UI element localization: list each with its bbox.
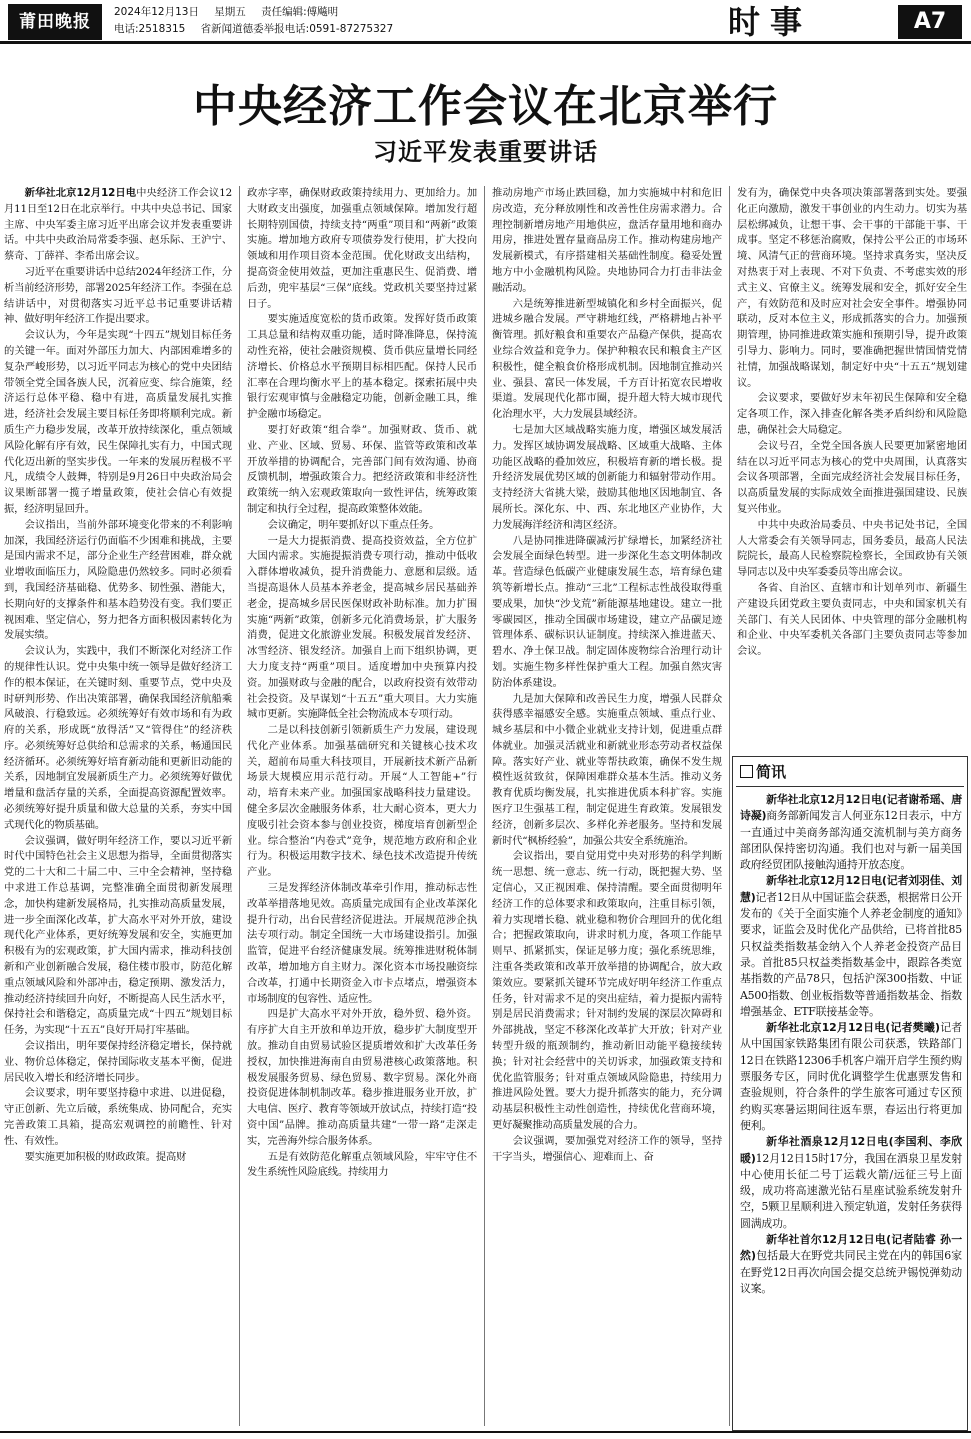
paragraph-text: 会议认为，今年是实现“十四五”规划目标任务的关键一年。面对外部压力加大、内部困难增多的复杂严峻形势，以习近平同志为核心的党中央团结带领全党全国各族人民，沉着应变、综合施策，经济运行总体平稳、稳中有进，高质量发展扎实推进，经济社会发展主要目标任务即将顺利完成。新质生产力稳步发展，改革开放持续深化，重点领域风险化解有序有效，民生保障扎实有力，中国式现代化迈出新的坚实步伐。一年来的发展历程极不平凡，成绩令人鼓舞，特别是9月26日中央政治局会议果断部署一揽子增量政策，使社会信心有效提振，经济明显回升。 [4, 329, 232, 515]
article-paragraph [492, 1134, 722, 1166]
article-paragraph [247, 534, 477, 724]
paragraph-text: 会议指出，当前外部环境变化带来的不利影响加深，我国经济运行仍面临不少困难和挑战，主要是国内需求不足，部分企业生产经营困难，群众就业增收面临压力，风险隐患仍然较多。同时必须看到，我国经济基础稳、优势多、韧性强、潜能大，长期向好的支撑条件和基本趋势没有变。我们要正视困难、坚定信心，努力把各方面积极因素转化为发展实绩。 [4, 518, 232, 642]
dateline: 新华社酒泉12月12日电(李国利、李欣暖) [740, 1135, 962, 1165]
paragraph-text: 六是统筹推进新型城镇化和乡村全面振兴，促进城乡融合发展。严守耕地红线，严格耕地占补平衡管理。抓好粮食和重要农产品稳产保供，提高农业综合效益和竞争力。保护种粮农民和粮食主产区积极性，健全粮食价格形成机制。因地制宜推动兴业、强县、富民一体发展，千方百计拓宽农民增收渠道。发展现代化都市圈，提升超大特大城市现代化治理水平，大力发展县域经济。 [492, 297, 722, 421]
article-paragraph [492, 849, 722, 1133]
article-paragraph [247, 518, 477, 534]
dateline: 新华社北京12月12日电(记者谢希瑶、唐诗凝) [740, 793, 962, 823]
article-paragraph [247, 186, 477, 312]
briefs-title [740, 762, 786, 782]
article-paragraph [247, 1007, 477, 1149]
paragraph-text: 会议号召，全党全国各族人民要更加紧密地团结在以习近平同志为核心的党中央周围，认真落实会议各项部署，全面完成经济社会发展目标任务，以高质量发展的实际成效全面推进强国建设、民族复兴伟业。 [737, 439, 967, 515]
paragraph-text: 会议要求，要做好岁末年初民生保障和安全稳定各项工作，深入排查化解各类矛盾纠纷和风险隐患，确保社会大局稳定。 [737, 392, 967, 436]
paper-logo: 莆田晚报 [8, 4, 102, 40]
article-column-3 [492, 186, 722, 1426]
paragraph-text: 包括最大在野党共同民主党在内的韩国6家在野党12日再次向国会提交总统尹锡悦弹劾动议案。 [740, 1249, 962, 1295]
dateline: 新华社北京12月12日电 [24, 187, 137, 199]
page-editor: 责任编辑:傅飚明 [261, 6, 339, 18]
paragraph-text: 会议强调，做好明年经济工作，要以习近平新时代中国特色社会主义思想为指导，全面贯彻落实党的二十大和二十届二中、三中全会精神，坚持稳中求进工作总基调，完整准确全面贯彻新发展理念，加快构建新发展格局，扎实推动高质量发展，进一步全面深化改革，扩大高水平对外开放，建设现代化产业体系，更好统筹发展和安全，实施更加积极有为的宏观政策，扩大国内需求，推动科技创新和产业创新融合发展，稳住楼市股市，防范化解重点领域风险和外部冲击，稳定预期、激发活力，推动经济持续回升向好，不断提高人民生活水平，保持社会和谐稳定，高质量完成“十四五”规划目标任务，为实现“十五五”良好开局打牢基础。 [4, 834, 232, 1037]
dateline: 新华社北京12月12日电(记者刘羽佳、刘慧) [740, 874, 962, 904]
news-briefs [740, 792, 962, 1424]
paragraph-text: 中共中央政治局委员、中央书记处书记，全国人大常委会有关领导同志，国务委员，最高人民法院院长，最高人民检察院检察长，全国政协有关领导同志以及中央军委委员等出席会议。 [737, 518, 967, 579]
paragraph-text: 二是以科技创新引领新质生产力发展，建设现代化产业体系。加强基础研究和关键核心技术攻关，超前布局重大科技项目，开展新技术新产品新场景大规模应用示范行动。开展“人工智能+”行动，培育未来产业。加强国家战略科技力量建设。健全多层次金融服务体系，壮大耐心资本，更大力度吸引社会资本参与创业投资，梯度培育创新型企业。综合整治“内卷式”竞争，规范地方政府和企业行为。积极运用数字技术、绿色技术改造提升传统产业。 [247, 724, 477, 879]
header-meta [114, 4, 405, 38]
paragraph-text: 中央经济工作会议12月11日至12日在北京举行。中共中央总书记、国家主席、中央军委主席习近平出席会议并发表重要讲话。中共中央政治局常委李强、赵乐际、王沪宁、蔡奇、丁薛祥、李希出席会议。 [4, 187, 232, 263]
paragraph-text: 一是大力提振消费、提高投资效益，全方位扩大国内需求。实施提振消费专项行动，推动中低收入群体增收减负，提升消费能力、意愿和层级。适当提高退休人员基本养老金，提高城乡居民基础养老金，提高城乡居民医保财政补助标准。加力扩围实施“两新”政策，创新多元化消费场景，扩大服务消费，促进文化旅游业发展。积极发展首发经济、冰雪经济、银发经济。加强自上而下组织协调，更大力度支持“两重”项目。适度增加中央预算内投资。加强财政与金融的配合，以政府投资有效带动社会投资。及早谋划“十五五”重大项目。大力实施城市更新。实施降低全社会物流成本专项行动。 [247, 534, 477, 721]
paragraph-text: 三是发挥经济体制改革牵引作用，推动标志性改革举措落地见效。高质量完成国有企业改革深化提升行动，出台民营经济促进法。开展规范涉企执法专项行动。制定全国统一大市场建设指引。加强监管，促进平台经济健康发展。统筹推进财税体制改革，增加地方自主财力。深化资本市场投融资综合改革，打通中长期资金入市卡点堵点，增强资本市场制度的包容性、适应性。 [247, 882, 477, 1005]
paragraph-text: 记者12日从中国证监会获悉，根据常日公开发布的《关于全面实施个人养老金制度的通知》要求，证监会及时优化产品供给，已将首批85只权益类指数基金纳入个人养老金投资产品目录。首批85只权益类指数基金中，跟踪各类宽基指数的产品78只，包括沪深300指数、中证A500指数、创业板指数等普通指数基金、指数增强基金、ETF联接基金等。 [740, 890, 962, 1018]
issue-date: 2024年12月13日 [114, 6, 199, 18]
paragraph-text: 九是加大保障和改善民生力度，增强人民群众获得感幸福感安全感。实施重点领域、重点行业、城乡基层和中小微企业就业支持计划，促进重点群体就业。加强灵活就业和新就业形态劳动者权益保障。落实好产业、就业等帮扶政策，确保不发生规模性返贫致贫，保障困难群众基本生活。推动义务教育优质均衡发展，扎实推进优质本科扩容。实施医疗卫生强基工程，制定促进生育政策。发展银发经济，创新多层次、多样化养老服务。坚持和发展新时代“枫桥经验”，加强公共安全系统施治。 [492, 692, 722, 847]
paragraph-text: 四是扩大高水平对外开放，稳外贸、稳外资。有序扩大自主开放和单边开放，稳步扩大制度型开放。推动自由贸易试验区提质增效和扩大改革任务授权，加快推进海南自由贸易港核心政策落地。积极发展服务贸易、绿色贸易、数字贸易。深化外商投资促进体制机制改革。稳步推进服务业开放，扩大电信、医疗、教育等领域开放试点，持续打造“投资中国”品牌。推动高质量共建“一带一路”走深走实，完善海外综合服务体系。 [247, 1008, 477, 1147]
paragraph-text: 推动房地产市场止跌回稳，加力实施城中村和危旧房改造，充分释放刚性和改善性住房需求潜力。合理控制新增房地产用地供应，盘活存量用地和商办用房，推进处置存量商品房工作。推动构建房地产发展新模式，有序搭建相关基础性制度。稳妥处置地方中小金融机构风险。央地协同合力打击非法金融活动。 [492, 187, 722, 294]
masthead [0, 0, 971, 44]
paragraph-text: 要打好政策“组合拳”。加强财政、货币、就业、产业、区域、贸易、环保、监管等政策和改革开放举措的协调配合，完善部门间有效沟通、协商反馈机制，增强政策合力。把经济政策和非经济性政策统一纳入宏观政策取向一致性评估，统筹政策制定和执行全过程，提高政策整体效能。 [247, 423, 477, 515]
article-paragraph [247, 881, 477, 1007]
page-number: A7 [898, 5, 962, 39]
paragraph-text: 12月12日15时17分，我国在酒泉卫星发射中心使用长征二号丁运载火箭/远征三号上面级，成功将高速激光钻石星座试验系统发射升空，5颗卫星顺利进入预定轨道，发射任务获得圆满成功。 [740, 1151, 962, 1230]
brief-item [740, 873, 962, 1020]
article-paragraph [492, 297, 722, 423]
brief-item [740, 1134, 962, 1232]
brief-item [740, 1020, 962, 1134]
paragraph-text: 记者从中国国家铁路集团有限公司获悉，铁路部门12日在铁路12306手机客户端开启学生预约购票服务专区，同时优化调整学生优惠票发售和查验规则，符合条件的学生旅客可通过专区预约购买寒暑运期间往返车票，春运出行将更加便利。 [740, 1021, 962, 1132]
briefs-divider [736, 786, 964, 787]
paragraph-text: 政赤字率，确保财政政策持续用力、更加给力。加大财政支出强度，加强重点领域保障。增加发行超长期特别国债，持续支持“两重”项目和“两新”政策实施。增加地方政府专项债券发行使用，扩大投向领域和用作项目资本金范围。优化财政支出结构，提高资金使用效益，更加注重惠民生、促消费、增后劲，兜牢基层“三保”底线。党政机关要坚持过紧日子。 [247, 187, 477, 310]
article-paragraph [4, 644, 232, 834]
article-paragraph [492, 186, 722, 297]
paragraph-text: 七是加大区域战略实施力度，增强区域发展活力。发挥区域协调发展战略、区域重大战略、主体功能区战略的叠加效应，积极培育新的增长极。提升经济发展优势区域的创新能力和辐射带动作用。支持经济大省挑大梁，鼓励其他地区因地制宜、各展所长。深化东、中、西、东北地区产业协作，大力发展海洋经济和湾区经济。 [492, 423, 722, 531]
article-column-4 [737, 186, 967, 746]
article-paragraph [492, 423, 722, 534]
article-paragraph [4, 328, 232, 518]
article-paragraph [737, 186, 967, 391]
article-paragraph [4, 1086, 232, 1149]
paragraph-text: 各省、自治区、直辖市和计划单列市、新疆生产建设兵团党政主要负责同志，中央和国家机关有关部门、有关人民团体、中央管理的部分金融机构和企业、中央军委机关各部门主要负责同志等参加会议。 [737, 581, 967, 658]
article-paragraph [737, 391, 967, 438]
paragraph-text: 会议强调，要加强党对经济工作的领导，坚持干字当头，增强信心、迎难而上、奋 [492, 1134, 722, 1163]
article-column-1 [4, 186, 232, 1426]
paragraph-text: 发有为，确保党中央各项决策部署落到实处。要强化正向激励，激发干事创业的内生动力。切实为基层松绑减负，让想干事、会干事的干部能干事、干成事。坚定不移惩治腐败，保持公平公正的市场环境、风清气正的营商环境。坚持求真务实，坚决反对热衷于对上表现、不对下负责、不考虑实效的形式主义、官僚主义。统筹发展和安全，抓好安全生产，有效防范和及时应对社会安全事件。增强协同联动，反对本位主义，形成抓落实的合力。加强预期管理，协同推进政策实施和预期引导，提升政策引导力、影响力。同时，要准确把握世情国情党情社情，加强战略谋划，制定好中央“十五五”规划建议。 [737, 187, 967, 389]
headline: 中央经济工作会议在北京举行 [193, 81, 778, 132]
subheadline: 习近平发表重要讲话 [373, 138, 598, 166]
column-divider [239, 186, 240, 1426]
article-paragraph [247, 312, 477, 423]
header-meta-line2 [114, 21, 405, 38]
newsroom-phone: 电话:2518315 [114, 23, 186, 35]
section-title: 时事 [728, 3, 813, 41]
article-paragraph [4, 834, 232, 1039]
column-divider [729, 186, 730, 1426]
article-paragraph [4, 1150, 232, 1166]
paragraph-text: 会议指出，明年要保持经济稳定增长，保持就业、物价总体稳定，保持国际收支基本平衡，促进居民收入增长和经济增长同步。 [4, 1040, 232, 1084]
brief-item [740, 1232, 962, 1297]
article-paragraph [4, 1039, 232, 1086]
article-paragraph [737, 581, 967, 660]
brief-item [740, 792, 962, 873]
square-icon [740, 765, 753, 778]
article-paragraph [247, 423, 477, 518]
paragraph-text: 会议确定，明年要抓好以下重点任务。 [267, 518, 440, 531]
header-meta-line1 [114, 4, 405, 21]
dateline: 新华社首尔12月12日电(记者陆睿 孙一然) [740, 1233, 962, 1263]
article-paragraph [4, 265, 232, 328]
article-paragraph [4, 518, 232, 644]
paragraph-text: 要实施适度宽松的货币政策。发挥好货币政策工具总量和结构双重功能，适时降准降息，保持流动性充裕，使社会融资规模、货币供应量增长同经济增长、价格总水平预期目标相匹配。保持人民币汇率在合理均衡水平上的基本稳定。探索拓展中央银行宏观审慎与金融稳定功能，创新金融工具，维护金融市场稳定。 [247, 313, 477, 421]
article-paragraph [492, 692, 722, 850]
report-phone: 省新闻道德委举报电话:0591-87275327 [200, 23, 394, 35]
paragraph-text: 商务部新闻发言人何亚东12日表示，中方一直通过中美商务部沟通交流机制与美方商务部团队保持密切沟通。我们也对与新一届美国政府经贸团队接触沟通持开放态度。 [740, 809, 962, 872]
paragraph-text: 五是有效防范化解重点领域风险，牢牢守住不发生系统性风险底线。持续用力 [247, 1150, 477, 1179]
paragraph-text: 会议要求，明年要坚持稳中求进、以进促稳，守正创新、先立后破，系统集成、协同配合，充实完善政策工具箱，提高宏观调控的前瞻性、针对性、有效性。 [4, 1087, 232, 1147]
paragraph-text: 要实施更加积极的财政政策。提高财 [24, 1150, 187, 1163]
article-column-2 [247, 186, 477, 1426]
paragraph-text: 八是协同推进降碳减污扩绿增长，加紧经济社会发展全面绿色转型。进一步深化生态文明体制改革。营造绿色低碳产业健康发展生态，培育绿色建筑等新增长点。推动“三北”工程标志性战役取得重要成果，加快“沙戈荒”新能源基地建设。建立一批零碳园区，推动全国碳市场建设，建立产品碳足迹管理体系、碳标识认证制度。持续深入推进蓝天、碧水、净土保卫战。制定固体废物综合治理行动计划。实施生物多样性保护重大工程。加强自然灾害防治体系建设。 [492, 534, 722, 689]
dateline: 新华社北京12月12日电(记者樊曦) [766, 1021, 940, 1035]
article-paragraph [492, 534, 722, 692]
page-bottom-rule [0, 1431, 971, 1433]
article-paragraph [247, 723, 477, 881]
briefs-title-text: 简讯 [756, 763, 787, 781]
article-paragraph [737, 439, 967, 518]
article-paragraph [247, 1150, 477, 1182]
article-paragraph [737, 518, 967, 581]
paragraph-text: 会议认为，实践中，我们不断深化对经济工作的规律性认识。党中央集中统一领导是做好经济工作的根本保证，在关键时刻、重要节点，党中央及时研判形势、作出决策部署，确保我国经济航船乘风破浪、行稳致远。必须统筹好有效市场和有为政府的关系，形成既“放得活”又“管得住”的经济秩序。必须统筹好总供给和总需求的关系，畅通国民经济循环。必须统筹好培育新动能和更新旧动能的关系，因地制宜发展新质生产力。必须统筹好做优增量和盘活存量的关系，全面提高资源配置效率。必须统筹好提升质量和做大总量的关系，夯实中国式现代化的物质基础。 [4, 645, 232, 831]
paragraph-text: 习近平在重要讲话中总结2024年经济工作，分析当前经济形势，部署2025年经济工作。李强在总结讲话中，对贯彻落实习近平总书记重要讲话精神、做好明年经济工作提出要求。 [4, 265, 232, 326]
article-paragraph [4, 186, 232, 265]
column-divider [484, 186, 485, 1426]
issue-weekday: 星期五 [214, 6, 246, 18]
paragraph-text: 会议指出，要自觉用党中央对形势的科学判断统一思想、统一意志、统一行动，既把握大势、坚定信心，又正视困难、保持清醒。要全面贯彻明年经济工作的总体要求和政策取向，注重目标引领，着力实现增长稳、就业稳和物价合理回升的优化组合；把握政策取向，讲求时机力度，各项工作能早则早、抓紧抓实，保证足够力度；强化系统思维，注重各类政策和改革开放举措的协调配合，放大政策效应。要紧抓关键环节完成好明年经济工作重点任务，针对需求不足的突出症结，着力提振内需特别是居民消费需求；针对制约发展的深层次障碍和外部挑战，坚定不移深化改革扩大开放；针对产业转型升级的瓶颈制约，推动新旧动能平稳接续转换；针对社会经营中的关切诉求，加强政策支持和优化监管服务；针对重点领域风险隐患，持续用力推进风险处置。要大力提升抓落实的能力，充分调动基层积极性主动性创造性，持续优化营商环境，更好凝聚推动高质量发展的合力。 [492, 850, 722, 1132]
